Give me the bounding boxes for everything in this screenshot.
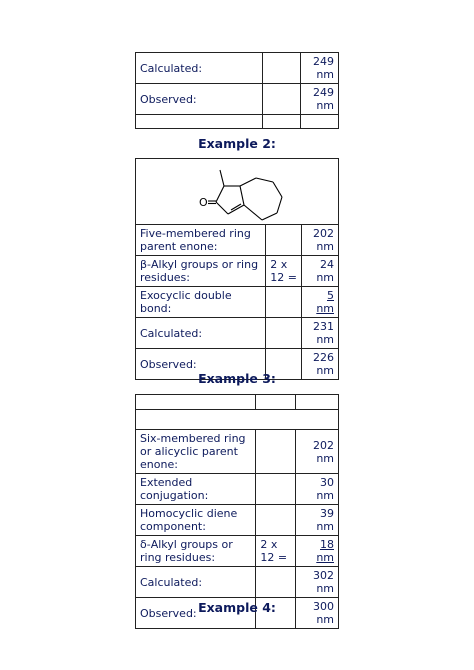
row-multiplier: 2 x 12 =: [266, 256, 302, 287]
row-label: δ-Alkyl groups or ring residues:: [136, 536, 256, 567]
row-value: 300 nm: [296, 598, 339, 629]
row-multiplier: 2 x 12 =: [256, 536, 296, 567]
row-multiplier: [256, 474, 296, 505]
row-multiplier: [266, 225, 302, 256]
row-value: 202 nm: [302, 225, 339, 256]
row-multiplier: [263, 115, 301, 129]
row-multiplier: [256, 567, 296, 598]
row-value: 302 nm: [296, 567, 339, 598]
table-row: [136, 115, 339, 129]
row-label: Extended conjugation:: [136, 474, 256, 505]
row-value: 202 nm: [296, 430, 339, 474]
table-row: [136, 318, 339, 349]
row-label: Observed:: [136, 598, 256, 629]
row-value: 249 nm: [301, 53, 339, 84]
row-multiplier: [266, 287, 302, 318]
table-row: [136, 474, 339, 505]
structure-row: [136, 159, 339, 225]
row-multiplier: [263, 53, 301, 84]
row-value: 18 nm: [296, 536, 339, 567]
table-row: [136, 567, 339, 598]
table-row: [136, 536, 339, 567]
oxygen-atom-label: O: [199, 195, 208, 209]
row-label: Five-membered ring parent enone:: [136, 225, 266, 256]
row-label: Six-membered ring or alicyclic parent enone:: [136, 430, 256, 474]
row-value: 226 nm: [302, 349, 339, 380]
row-label: β-Alkyl groups or ring residues:: [136, 256, 266, 287]
example1-table: [135, 52, 339, 129]
empty-header-row: [136, 395, 339, 410]
row-label: Homocyclic diene component:: [136, 505, 256, 536]
row-value: 249 nm: [301, 84, 339, 115]
structure-row: [136, 410, 339, 430]
table-row: [136, 225, 339, 256]
row-label: Observed:: [136, 84, 263, 115]
row-value: [301, 115, 339, 129]
table-row: [136, 84, 339, 115]
table-row: [136, 505, 339, 536]
row-multiplier: [256, 505, 296, 536]
row-multiplier: [256, 430, 296, 474]
row-label: Calculated:: [136, 318, 266, 349]
example4-heading: Example 4:: [198, 600, 276, 615]
row-value: 24 nm: [302, 256, 339, 287]
example3-table: [135, 394, 339, 629]
table-row: [136, 287, 339, 318]
row-label: [136, 115, 263, 129]
row-value: 39 nm: [296, 505, 339, 536]
row-label: Exocyclic double bond:: [136, 287, 266, 318]
row-label: Calculated:: [136, 567, 256, 598]
structure-cell: [136, 410, 339, 430]
molecule-structure-image: [136, 160, 338, 224]
row-label: Calculated:: [136, 53, 263, 84]
example2-heading: Example 2:: [198, 136, 276, 151]
example3-heading: Example 3:: [198, 371, 276, 386]
structure-cell: [136, 159, 339, 225]
row-value: 231 nm: [302, 318, 339, 349]
row-label: Observed:: [136, 349, 266, 380]
table-row: [136, 256, 339, 287]
table-row: [136, 430, 339, 474]
row-multiplier: [263, 84, 301, 115]
table-row: [136, 53, 339, 84]
row-value: 30 nm: [296, 474, 339, 505]
row-multiplier: [266, 318, 302, 349]
example2-table: [135, 158, 339, 380]
row-value: 5 nm: [302, 287, 339, 318]
